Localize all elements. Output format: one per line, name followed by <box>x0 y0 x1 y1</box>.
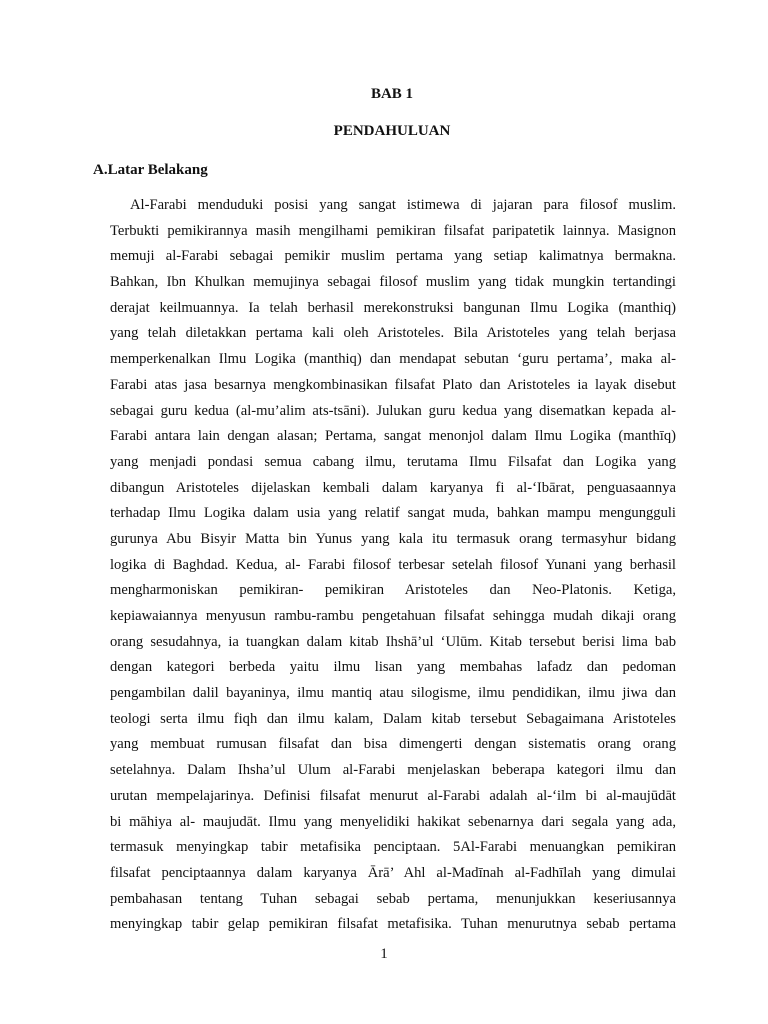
paragraph-line: terhadap Ilmu Logika dalam usia yang relatif sangat muda, bahkan mampu mengungguli <box>110 505 676 522</box>
section-heading: A.Latar Belakang <box>93 162 208 178</box>
paragraph-line: pengambilan dalil bayaninya, ilmu mantiq atau silogisme, ilmu pendidikan, ilmu jiwa dan <box>110 685 676 702</box>
paragraph-line: Terbukti pemikirannya masih mengilhami pemikiran filsafat paripatetik lainnya. Masignon <box>110 222 676 239</box>
paragraph-line: orang sesudahnya, ia tuangkan dalam kitab Ihshā’ul ‘Ulūm. Kitab tersebut berisi lima bab <box>110 633 676 650</box>
page-number: 1 <box>380 946 388 962</box>
paragraph-line: yang membuat rumusan filsafat dan bisa dimengerti dengan sistematis orang orang <box>110 736 676 753</box>
paragraph-line: Bahkan, Ibn Khulkan memujinya sebagai filosof muslim yang tidak mungkin tertandingi <box>110 274 676 291</box>
paragraph-line: memuji al-Farabi sebagai pemikir muslim pertama yang setiap kalimatnya bermakna. <box>110 248 676 265</box>
paragraph-line: pembahasan tentang Tuhan sebagai sebab pertama, menunjukkan keseriusannya <box>110 890 676 907</box>
body-paragraph <box>110 193 676 938</box>
paragraph-line: dengan kategori berbeda yaitu ilmu lisan yang membahas lafadz dan pedoman <box>110 659 676 676</box>
paragraph-line: filsafat penciptaannya dalam karyanya Ārā’ Ahl al-Madīnah al-Fadhīlah yang dimulai <box>110 864 676 881</box>
paragraph-line: sebagai guru kedua (al-mu’alim ats-tsāni). Julukan guru kedua yang disematkan kepada al- <box>110 402 676 419</box>
paragraph-line: gurunya Abu Bisyir Matta bin Yunus yang kala itu termasuk orang termasyhur bidang <box>110 530 676 547</box>
chapter-title: PENDAHULUAN <box>333 123 451 139</box>
paragraph-line: setelahnya. Dalam Ihsha’ul Ulum al-Farabi menjelaskan beberapa kategori ilmu dan <box>110 762 676 779</box>
paragraph-line: yang telah diletakkan pertama kali oleh Aristoteles. Bila Aristoteles yang telah berjasa <box>110 325 676 342</box>
paragraph-line: Farabi antara lain dengan alasan; Pertama, sangat menonjol dalam Ilmu Logika (manthīq) <box>110 428 676 445</box>
paragraph-line: logika di Baghdad. Kedua, al- Farabi filosof terbesar setelah filosof Yunani yang berhasil <box>110 556 676 573</box>
paragraph-line: bi māhiya al- maujudāt. Ilmu yang menyelidiki hakikat sebenarnya dari segala yang ada, <box>110 813 676 830</box>
paragraph-line: dibangun Aristoteles dijelaskan kembali dalam karyanya fi al-‘Ibārat, penguasaannya <box>110 479 676 496</box>
paragraph-line: kepiawaiannya menyusun rambu-rambu pengetahuan filsafat sehingga mudah dikaji orang <box>110 608 676 624</box>
paragraph-line: Farabi atas jasa besarnya mengkombinasikan filsafat Plato dan Aristoteles ia layak disebut <box>110 376 676 393</box>
paragraph-line: Al-Farabi menduduki posisi yang sangat istimewa di jajaran para filosof muslim. <box>130 197 676 213</box>
paragraph-line: teologi serta ilmu fiqh dan ilmu kalam, Dalam kitab tersebut Sebagaimana Aristoteles <box>110 710 676 727</box>
paragraph-line: yang menjadi pondasi semua cabang ilmu, terutama Ilmu Filsafat dan Logika yang <box>110 453 676 470</box>
paragraph-line: urutan mempelajarinya. Definisi filsafat menurut al-Farabi adalah al-‘ilm bi al-maujūdāt <box>110 787 676 804</box>
paragraph-line: menyingkap tabir gelap pemikiran filsafat metafisika. Tuhan menurutnya sebab pertama <box>110 916 676 933</box>
paragraph-line: derajat keilmuannya. Ia telah berhasil merekonstruksi bangunan Ilmu Logika (manthiq) <box>110 299 676 316</box>
paragraph-line: termasuk menyingkap tabir metafisika penciptaan. 5Al-Farabi menuangkan pemikiran <box>110 839 676 856</box>
chapter-number: BAB 1 <box>370 86 414 102</box>
paragraph-line: mengharmoniskan pemikiran- pemikiran Aristoteles dan Neo-Platonis. Ketiga, <box>110 582 676 599</box>
paragraph-line: memperkenalkan Ilmu Logika (manthiq) dan mendapat sebutan ‘guru pertama’, maka al- <box>110 351 676 368</box>
